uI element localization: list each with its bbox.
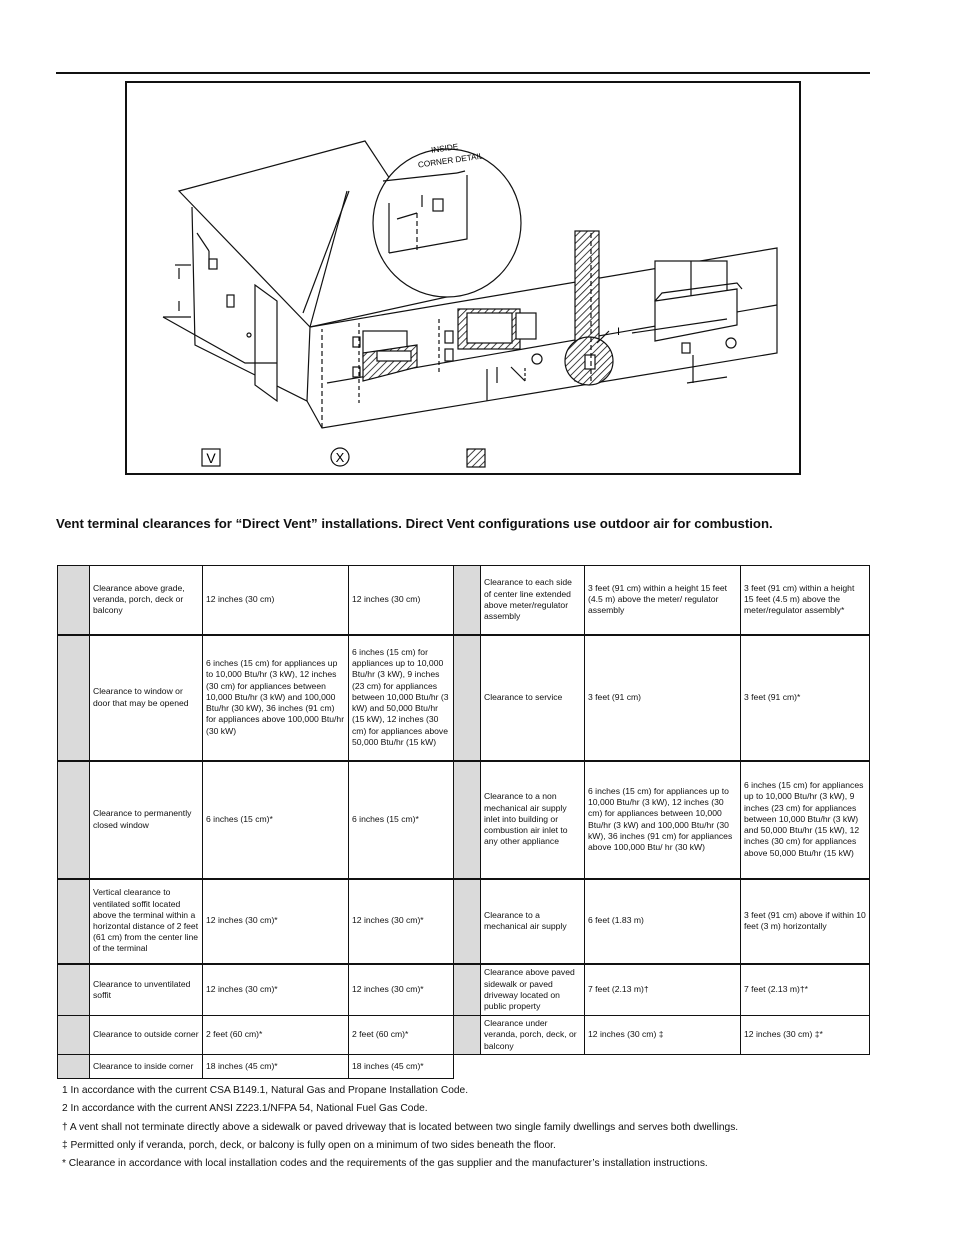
us-value: 6 inches (15 cm) for appliances up to 10,000 Btu/hr (3 kW), 9 inches (23 cm) for appliances between 10,000 Btu/hr (3 kW) and 50,000 Btu/hr (15 kW), 12 inches (30 cm) for appliances above 50,000 Btu/hr (15 kW) [741, 761, 870, 879]
inside-corner-detail [373, 149, 521, 297]
us-value: 12 inches (30 cm)* [349, 879, 454, 964]
table-row [58, 566, 870, 635]
us-value: 7 feet (2.13 m)†* [741, 964, 870, 1016]
house-illustration [127, 83, 799, 473]
footnote: 1 In accordance with the current CSA B149.1, Natural Gas and Propane Installation Code. [62, 1085, 469, 1096]
row-letter-cell [454, 566, 481, 635]
table-row [58, 1016, 870, 1055]
clearance-label: Clearance to a non mechanical air supply inlet into building or combustion air inlet to any other appliance [481, 761, 585, 879]
clearance-label: Clearance to service [481, 635, 585, 761]
us-value: 12 inches (30 cm) [349, 566, 454, 635]
table-heading: Vent terminal clearances for “Direct Vent” installations. Direct Vent configurations use outdoor air for combustion. [56, 516, 773, 531]
empty-cell [585, 1055, 741, 1079]
top-rule [56, 72, 870, 74]
row-letter-cell [454, 1016, 481, 1055]
vent-clearance-diagram [125, 81, 801, 475]
footnotes [62, 1082, 738, 1173]
diagram-legend [202, 448, 485, 467]
us-value: 2 feet (60 cm)* [349, 1016, 454, 1055]
canada-value: 12 inches (30 cm) ‡ [585, 1016, 741, 1055]
canada-value: 6 inches (15 cm) for appliances up to 10,000 Btu/hr (3 kW), 12 inches (30 cm) for appliances between 10,000 Btu/hr (3 kW) and 100,000 Btu/hr (30 kW), 36 inches (91 cm) for appliances above 100,000 Btu/ hr (30 kW) [585, 761, 741, 879]
row-letter-cell [454, 761, 481, 879]
us-value: 18 inches (45 cm)* [349, 1055, 454, 1079]
us-value: 12 inches (30 cm)* [349, 964, 454, 1016]
canada-value: 12 inches (30 cm)* [203, 879, 349, 964]
marker-label: I [617, 326, 621, 338]
empty-cell [481, 1055, 585, 1079]
row-letter-cell [58, 566, 90, 635]
canada-value: 12 inches (30 cm)* [203, 964, 349, 1016]
table-row [58, 879, 870, 964]
canada-value: 12 inches (30 cm) [203, 566, 349, 635]
clearance-label: Clearance above paved sidewalk or paved driveway located on public property [481, 964, 585, 1016]
row-letter-cell [58, 1016, 90, 1055]
canada-value: 6 inches (15 cm)* [203, 761, 349, 879]
row-letter-cell [454, 635, 481, 761]
canada-value: 2 feet (60 cm)* [203, 1016, 349, 1055]
clearance-label: Clearance to permanently closed window [90, 761, 203, 879]
canada-value: 7 feet (2.13 m)† [585, 964, 741, 1016]
restricted-area-hatch-swatch [467, 449, 485, 467]
empty-cell [454, 1055, 481, 1079]
canada-value: 6 inches (15 cm) for appliances up to 10,000 Btu/hr (3 kW), 12 inches (30 cm) for appliances between 10,000 Btu/hr (3 kW) and 100,000 Btu/hr (30 kW), 36 inches (91 cm) for appliances above 100,000 Btu/hr (30 kW) [203, 635, 349, 761]
footnote: † A vent shall not terminate directly above a sidewalk or paved driveway that is located between two single family dwellings and serves both dwellings. [62, 1121, 739, 1133]
clearance-label: Clearance to unventilated soffit [90, 964, 203, 1016]
row-letter-cell [58, 761, 90, 879]
clearance-label: Clearance to each side of center line extended above meter/regulator assembly [481, 566, 585, 635]
empty-cell [741, 1055, 870, 1079]
clearance-table [57, 565, 870, 1079]
canada-value: 6 feet (1.83 m) [585, 879, 741, 964]
us-value: 3 feet (91 cm) within a height 15 feet (4.5 m) above the meter/regulator assembly* [741, 566, 870, 635]
air-supply-symbol: X [335, 450, 345, 465]
door [255, 285, 277, 401]
canada-value: 18 inches (45 cm)* [203, 1055, 349, 1079]
clearance-label: Clearance to a mechanical air supply [481, 879, 585, 964]
row-letter-cell [454, 964, 481, 1016]
row-letter-cell [454, 879, 481, 964]
clearance-label: Clearance under veranda, porch, deck, or balcony [481, 1016, 585, 1055]
vent-terminal-symbol: V [206, 450, 216, 466]
detail-label-line1: INSIDE [430, 142, 459, 155]
us-value: 12 inches (30 cm) ‡* [741, 1016, 870, 1055]
detail-label-line2: CORNER DETAIL [417, 151, 484, 170]
us-value: 6 inches (15 cm) for appliances up to 10,000 Btu/hr (3 kW), 9 inches (23 cm) for appliances between 10,000 Btu/hr (3 kW) and 50,000 Btu/hr (15 kW), 12 inches (30 cm) for appliances above 50,000 Btu/hr (15 kW) [349, 635, 454, 761]
canada-value: 3 feet (91 cm) within a height 15 feet (4.5 m) above the meter/ regulator assembly [585, 566, 741, 635]
canada-value: 3 feet (91 cm) [585, 635, 741, 761]
table-row [58, 761, 870, 879]
row-letter-cell [58, 964, 90, 1016]
footnote: ‡ Permitted only if veranda, porch, deck, or balcony is fully open on a minimum of two sides beneath the floor. [62, 1139, 556, 1151]
clearance-label: Clearance to inside corner [90, 1055, 203, 1079]
row-letter-cell [58, 1055, 90, 1079]
clearance-label: Vertical clearance to ventilated soffit located above the terminal within a horizontal distance of 2 feet (61 cm) from the center line of the terminal [90, 879, 203, 964]
table-row [58, 1055, 870, 1079]
table-row [58, 635, 870, 761]
us-value: 3 feet (91 cm)* [741, 635, 870, 761]
row-letter-cell [58, 879, 90, 964]
footnote: 2 In accordance with the current ANSI Z223.1/NFPA 54, National Fuel Gas Code. [62, 1103, 428, 1115]
clearance-label: Clearance to outside corner [90, 1016, 203, 1055]
us-value: 6 inches (15 cm)* [349, 761, 454, 879]
us-value: 3 feet (91 cm) above if within 10 feet (3 m) horizontally [741, 879, 870, 964]
table-row [58, 964, 870, 1016]
clearance-label: Clearance to window or door that may be opened [90, 635, 203, 761]
clearance-label: Clearance above grade, veranda, porch, deck or balcony [90, 566, 203, 635]
row-letter-cell [58, 635, 90, 761]
footnote: * Clearance in accordance with local installation codes and the requirements of the gas supplier and the manufacturer’s installation instructions. [62, 1158, 708, 1170]
